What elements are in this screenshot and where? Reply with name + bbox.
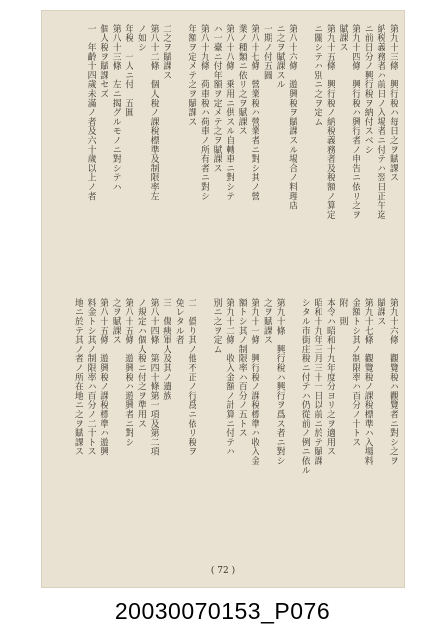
text-column: 年稅 一人ニ付 五圓 <box>123 24 134 117</box>
text-column: 業ノ種類ニ依リ之ヲ賦課ス <box>236 24 247 136</box>
text-column: 第八十四條 第四十條第一項及第二項 <box>148 298 159 457</box>
text-column: 之ヲ賦課ス <box>110 298 121 345</box>
text-column: 本令ハ昭和十九年度分ヨリ之ヲ適用ス <box>325 298 335 457</box>
text-column: シタル市街庄稅ニ付テハ仍從前ノ例ニ依ル <box>299 298 310 475</box>
text-column: 二之ヲ賦課ス <box>161 24 172 80</box>
text-column: 地ニ於テ其ノ者ノ所在地ニ之ヲ賦課ス <box>73 298 83 457</box>
text-column: 第九十二條 收入金額ノ計算ニ付テハ <box>224 298 235 457</box>
text-column: 第八十五條 遊興稅ノ課稅標準ハ遊興 <box>98 298 109 457</box>
text-column: 金額トシ其ノ制限率ハ百分ノ十トス <box>350 298 361 447</box>
text-column: 第九十三條 興行稅ハ每日之ヲ賦課ス <box>388 24 398 183</box>
text-column: 第八十五條 遊興稅ハ遊興者ニ對シ <box>123 298 134 447</box>
text-column: ノ規定ハ個人稅ニ付之ヲ準用ス <box>136 298 146 429</box>
text-column: 第九十六條 觀覽稅ハ觀覽者ニ對シ之ヲ <box>388 298 398 466</box>
text-column: ニ關シテハ別ニ之ヲ定ム <box>312 24 323 127</box>
text-column: 別ニ之ヲ定ム <box>211 298 222 354</box>
page-number: ( 72 ) <box>210 566 236 576</box>
text-column: 第八十八條 乗用ニ供スル自轉車ニ對シテ <box>224 24 235 201</box>
text-column: 昭和十九年三月三十一日以前ニ於テ賦課 <box>312 298 323 466</box>
text-column: 第八十三條 左ニ揭グルモノニ對シテハ <box>110 24 121 192</box>
text-column: 年額ヲ定メテ之ヲ賦課ス <box>186 24 197 127</box>
text-column: 第九十七條 觀覽稅ノ課稅標準ハ入場料 <box>362 298 373 466</box>
text-column: 料金トシ其ノ制限率ハ百分ノ二十トス <box>85 298 96 457</box>
text-column: 第九十四條 興行稅ハ興行者ノ申告ニ依リ之ヲ <box>350 24 361 220</box>
text-column: 第九十五條 興行稅ノ納稅義務者及稅額ノ算定 <box>325 24 335 220</box>
text-column: ノ如シ <box>136 24 146 52</box>
text-column: 第八十七條 營業稅ハ營業者ニ對シ其ノ營 <box>249 24 260 201</box>
text-column: 賦課ス <box>337 24 348 52</box>
document-page <box>41 10 405 588</box>
text-column: 一 年齡十四歲未滿ノ者及六十歲以上ノ者 <box>85 24 96 201</box>
text-column: 第九十一條 興行稅ノ課稅標準ハ收入金 <box>249 298 260 466</box>
text-column: 第八十六條 遊興稅ヲ賦課スル場合ノ料理店 <box>287 24 298 210</box>
text-column: 額トシ其ノ制限率ハ百分ノ五トス <box>236 298 247 438</box>
text-column: 個人稅ヲ賦課セズ <box>98 24 109 99</box>
text-column: 第九十條 興行稅ハ興行ヲ爲ス者ニ對シ <box>274 298 285 466</box>
text-column: ニ之ヲ賦課スル <box>274 24 285 90</box>
text-column: ニ前日分ノ興行稅ヲ納付スベシ <box>362 24 373 155</box>
text-column: 之ヲ賦課ス <box>262 298 272 345</box>
text-column: 納税義務者ハ前日ノ入場者ニ付テハ翌日正午迄 <box>375 24 386 220</box>
text-column: 三 傷痍軍人及其ノ遺族 <box>161 298 172 401</box>
text-column: 二 僞り其ノ他不正ノ行爲ニ依リ稅ヲ <box>186 298 197 457</box>
text-column: ハ一臺ニ付年額ヲ定メテ之ヲ賦課ス <box>211 24 222 173</box>
text-column: 第八十二條 個人稅ノ課稅標準及制限率左 <box>148 24 159 201</box>
text-column: 賦課ス <box>375 298 386 326</box>
text-column: 免レタル者 <box>173 298 184 345</box>
image-caption: 20030070153_P076 <box>114 598 331 624</box>
text-column: 第八十九條 荷車稅ハ荷車ノ所有者ニ對シ <box>199 24 209 201</box>
text-column: 一期ノ付五圓 <box>262 24 272 80</box>
text-column: 附 則 <box>337 298 348 326</box>
